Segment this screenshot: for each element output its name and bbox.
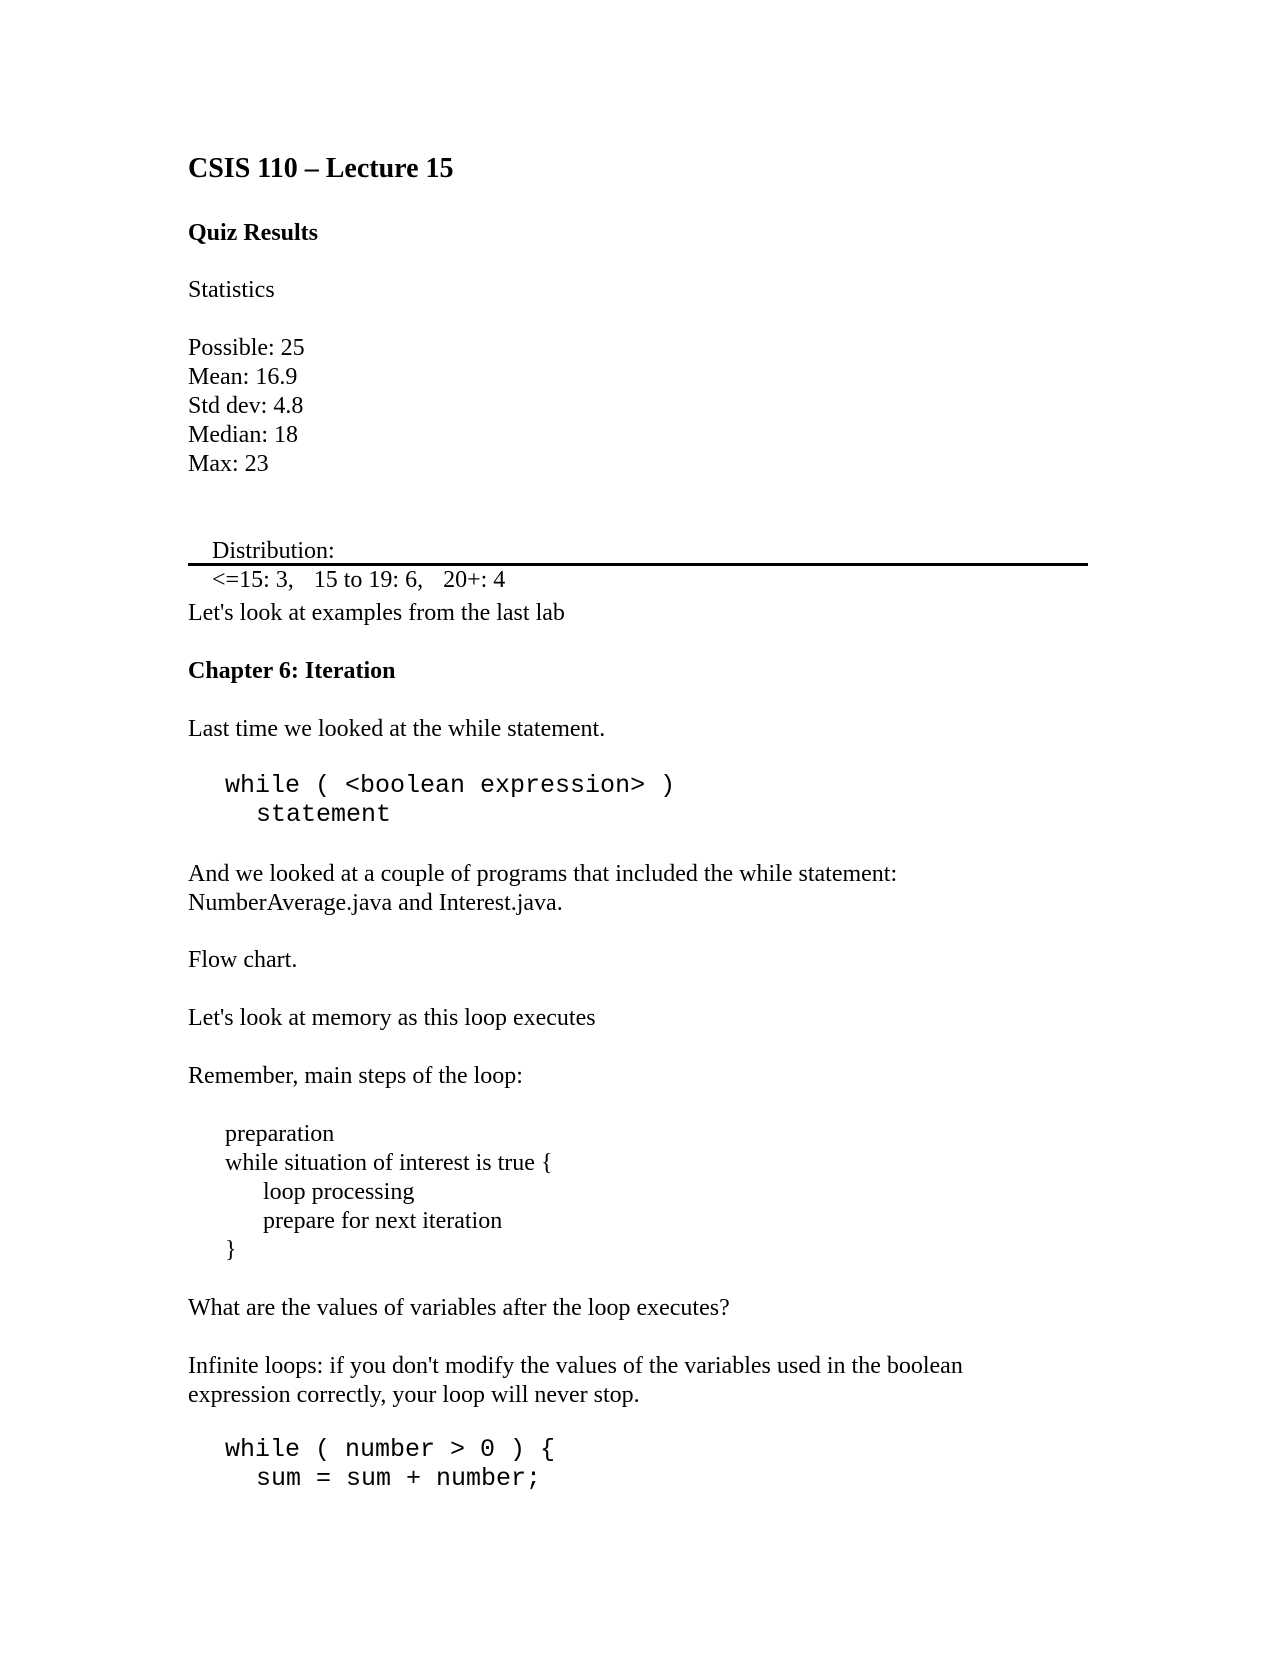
statistics-label: Statistics (188, 277, 275, 303)
programs-text-line-2: NumberAverage.java and Interest.java. (188, 890, 563, 916)
stat-max: Max: 23 (188, 451, 269, 477)
page-title: CSIS 110 – Lecture 15 (188, 153, 454, 184)
flow-chart-text: Flow chart. (188, 947, 298, 973)
remember-text: Remember, main steps of the loop: (188, 1063, 523, 1089)
loop-step-next-iteration: prepare for next iteration (263, 1208, 503, 1234)
while-syntax-line-2: statement (256, 800, 392, 829)
stat-mean: Mean: 16.9 (188, 364, 298, 390)
distribution-label: Distribution: (212, 538, 335, 564)
infinite-loops-line-2: expression correctly, your loop will never stop. (188, 1382, 640, 1408)
chapter-heading: Chapter 6: Iteration (188, 658, 396, 684)
stat-possible: Possible: 25 (188, 335, 305, 361)
code-example-line-2: sum = sum + number; (256, 1464, 542, 1493)
horizontal-divider (188, 563, 1088, 566)
loop-step-processing: loop processing (263, 1179, 415, 1205)
distribution-bucket-high: 20+: 4 (443, 567, 506, 593)
distribution-bucket-mid: 15 to 19: 6, (313, 567, 424, 593)
loop-step-close-brace: } (225, 1237, 237, 1263)
last-time-text: Last time we looked at the while statement. (188, 716, 606, 742)
programs-text-line-1: And we looked at a couple of programs that included the while statement: (188, 861, 898, 887)
distribution-bucket-low: <=15: 3, (212, 567, 294, 593)
loop-step-preparation: preparation (225, 1121, 335, 1147)
values-question: What are the values of variables after the loop executes? (188, 1295, 730, 1321)
stat-std-dev: Std dev: 4.8 (188, 393, 304, 419)
loop-step-while: while situation of interest is true { (225, 1150, 553, 1176)
code-example-line-1: while ( number > 0 ) { (225, 1435, 556, 1464)
memory-text: Let's look at memory as this loop executes (188, 1005, 596, 1031)
while-syntax-line-1: while ( <boolean expression> ) (225, 771, 676, 800)
quiz-results-heading: Quiz Results (188, 220, 319, 246)
lab-examples-text: Let's look at examples from the last lab (188, 600, 565, 626)
stat-median: Median: 18 (188, 422, 298, 448)
infinite-loops-line-1: Infinite loops: if you don't modify the values of the variables used in the boolean (188, 1353, 963, 1379)
